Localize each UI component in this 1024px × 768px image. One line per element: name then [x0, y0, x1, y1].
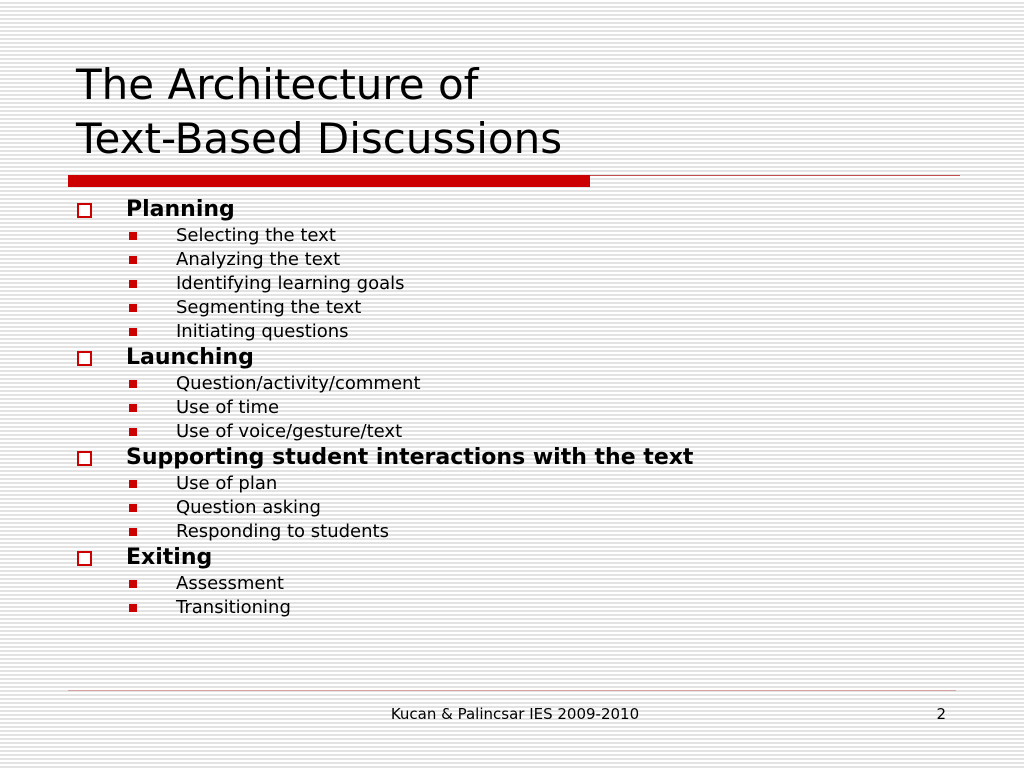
list-item	[0, 572, 1024, 596]
filled-square-bullet-icon	[129, 504, 137, 512]
list-item	[0, 520, 1024, 544]
page-number: 2	[936, 705, 946, 723]
list-item-label: Initiating questions	[176, 321, 349, 342]
list-item	[0, 596, 1024, 620]
list-item	[0, 272, 1024, 296]
filled-square-bullet-icon	[129, 304, 137, 312]
list-item-label: Question asking	[176, 497, 321, 518]
filled-square-bullet-icon	[129, 280, 137, 288]
section-launching	[0, 344, 1024, 444]
section-supporting-interactions	[0, 444, 1024, 544]
list-item	[0, 296, 1024, 320]
list-item	[0, 472, 1024, 496]
section-heading-planning	[0, 196, 1024, 224]
section-heading-label: Planning	[126, 197, 235, 222]
section-heading-exiting	[0, 544, 1024, 572]
title-divider-line	[590, 175, 960, 176]
list-item-label: Analyzing the text	[176, 249, 341, 270]
filled-square-bullet-icon	[129, 232, 137, 240]
list-item-label: Assessment	[176, 573, 284, 594]
filled-square-bullet-icon	[129, 580, 137, 588]
filled-square-bullet-icon	[129, 380, 137, 388]
list-item-label: Use of time	[176, 397, 280, 418]
list-item	[0, 248, 1024, 272]
section-planning	[0, 196, 1024, 344]
hollow-square-bullet-icon	[77, 551, 92, 566]
filled-square-bullet-icon	[129, 528, 137, 536]
list-item	[0, 496, 1024, 520]
list-item-label: Responding to students	[176, 521, 389, 542]
filled-square-bullet-icon	[129, 604, 137, 612]
list-item-label: Segmenting the text	[176, 297, 362, 318]
list-item-label: Use of voice/gesture/text	[176, 421, 403, 442]
filled-square-bullet-icon	[129, 328, 137, 336]
slide-title-line-2: Text-Based Discussions	[76, 114, 563, 163]
footer-citation: Kucan & Palincsar IES 2009-2010	[390, 705, 640, 723]
section-heading-label: Exiting	[126, 545, 213, 570]
section-exiting	[0, 544, 1024, 620]
section-heading-supporting-interactions	[0, 444, 1024, 472]
slide-title-line-1: The Architecture of	[76, 60, 479, 109]
list-item	[0, 372, 1024, 396]
list-item	[0, 420, 1024, 444]
section-heading-label: Supporting student interactions with the text	[126, 445, 694, 470]
list-item-label: Selecting the text	[176, 225, 336, 246]
hollow-square-bullet-icon	[77, 351, 92, 366]
section-heading-label: Launching	[126, 345, 254, 370]
slide-body	[0, 196, 1024, 620]
list-item-label: Use of plan	[176, 473, 278, 494]
filled-square-bullet-icon	[129, 480, 137, 488]
title-accent-bar	[68, 175, 590, 187]
filled-square-bullet-icon	[129, 428, 137, 436]
list-item-label: Transitioning	[176, 597, 291, 618]
list-item	[0, 396, 1024, 420]
list-item	[0, 320, 1024, 344]
hollow-square-bullet-icon	[77, 451, 92, 466]
slide-title	[76, 58, 562, 166]
list-item-label: Question/activity/comment	[176, 373, 421, 394]
list-item-label: Identifying learning goals	[176, 273, 405, 294]
section-heading-launching	[0, 344, 1024, 372]
filled-square-bullet-icon	[129, 404, 137, 412]
list-item	[0, 224, 1024, 248]
filled-square-bullet-icon	[129, 256, 137, 264]
hollow-square-bullet-icon	[77, 203, 92, 218]
footer-divider-line	[68, 690, 956, 691]
